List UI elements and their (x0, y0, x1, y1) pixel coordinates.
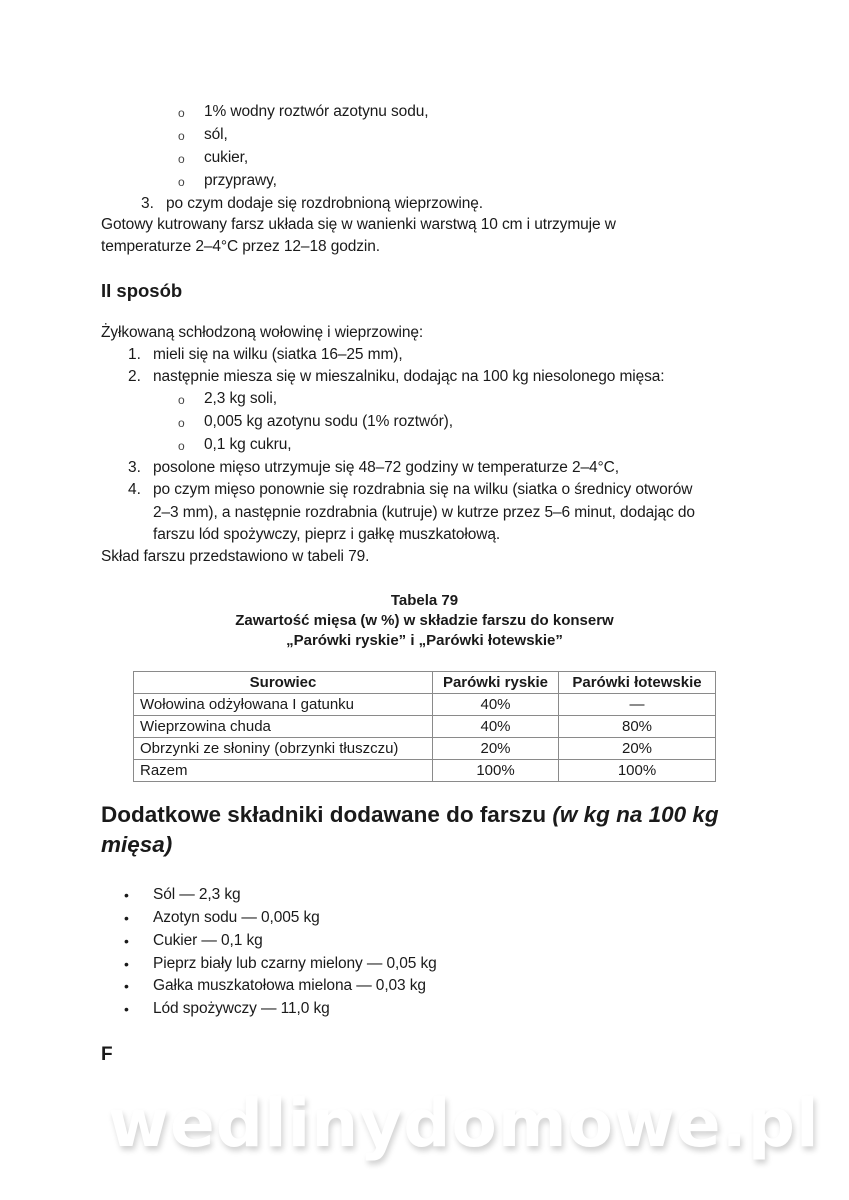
table-cell: 40% (433, 694, 559, 716)
list-item: 2,3 kg soli, (204, 390, 277, 407)
bullet-icon: • (124, 1001, 129, 1017)
list-number: 1. (128, 346, 141, 363)
table-cell: — (559, 694, 716, 716)
sub-bullet-icon: o (178, 106, 185, 120)
table-header-row (134, 672, 716, 694)
paragraph: Gotowy kutrowany farsz układa się w wanienki warstwą 10 cm i utrzymuje w (101, 216, 616, 233)
list-item: cukier, (204, 149, 249, 166)
table-row (134, 694, 716, 716)
column-header-raw-material: Surowiec (134, 672, 433, 694)
paragraph: temperaturze 2–4°C przez 12–18 godzin. (101, 238, 380, 255)
paragraph: Skład farszu przedstawiono w tabeli 79. (101, 548, 370, 565)
section-heading (101, 799, 719, 830)
list-item: posolone mięso utrzymuje się 48–72 godziny w temperaturze 2–4°C, (153, 459, 619, 476)
list-item: Sól — 2,3 kg (153, 886, 241, 903)
list-number: 3. (141, 195, 154, 212)
heading-main-text: Dodatkowe składniki dodawane do farszu (101, 802, 553, 827)
table-cell: Wołowina odżyłowana I gatunku (134, 694, 433, 716)
list-item: 1% wodny roztwór azotynu sodu, (204, 103, 429, 120)
table-row-total (134, 760, 716, 782)
heading-italic-text: mięsa) (101, 832, 173, 857)
bullet-icon: • (124, 978, 129, 994)
list-item-continuation: farszu lód spożywczy, pieprz i gałkę muszkatołową. (153, 526, 501, 543)
bullet-icon: • (124, 910, 129, 926)
list-item: przyprawy, (204, 172, 277, 189)
table-cell: 20% (559, 738, 716, 760)
table-caption-title: Zawartość mięsa (w %) w składzie farszu do konserw (235, 612, 614, 629)
list-item: mieli się na wilku (siatka 16–25 mm), (153, 346, 403, 363)
table-caption-number: Tabela 79 (390, 592, 459, 609)
bullet-icon: • (124, 887, 129, 903)
sub-bullet-icon: o (178, 393, 185, 407)
list-item: Cukier — 0,1 kg (153, 932, 263, 949)
paragraph: Żyłkowaną schłodzoną wołowinę i wieprzowinę: (101, 324, 424, 341)
list-item: po czym dodaje się rozdrobnioną wieprzowinę. (166, 195, 483, 212)
list-item: sól, (204, 126, 228, 143)
section-heading: II sposób (101, 280, 183, 301)
watermark: wedlinydomowe.pl (108, 1085, 820, 1162)
table-cell: 40% (433, 716, 559, 738)
table-cell: 100% (433, 760, 559, 782)
section-heading-continuation (101, 829, 172, 860)
table-cell: Wieprzowina chuda (134, 716, 433, 738)
table-row (134, 716, 716, 738)
list-item: Azotyn sodu — 0,005 kg (153, 909, 320, 926)
bullet-icon: • (124, 956, 129, 972)
bullet-icon: • (124, 933, 129, 949)
column-header-latvian-sausages: Parówki łotewskie (559, 672, 716, 694)
sub-bullet-icon: o (178, 416, 185, 430)
list-item: Gałka muszkatołowa mielona — 0,03 kg (153, 977, 426, 994)
list-item-continuation: 2–3 mm), a następnie rozdrabnia (kutruje) w kutrze przez 5–6 minut, dodając do (153, 504, 695, 521)
list-number: 4. (128, 481, 141, 498)
heading-italic-text: (w kg na 100 kg (552, 802, 719, 827)
list-item: po czym mięso ponownie się rozdrabnia się na wilku (siatka o średnicy otworów (153, 481, 693, 498)
sub-bullet-icon: o (178, 129, 185, 143)
table-row (134, 738, 716, 760)
list-item: 0,1 kg cukru, (204, 436, 292, 453)
table-cell: 100% (559, 760, 716, 782)
list-item: 0,005 kg azotynu sodu (1% roztwór), (204, 413, 453, 430)
sub-bullet-icon: o (178, 439, 185, 453)
partial-heading: F (101, 1044, 113, 1065)
table-caption-subtitle: „Parówki ryskie” i „Parówki łotewskie” (286, 632, 563, 649)
sub-bullet-icon: o (178, 175, 185, 189)
column-header-riga-sausages: Parówki ryskie (433, 672, 559, 694)
list-number: 2. (128, 368, 141, 385)
list-item: Pieprz biały lub czarny mielony — 0,05 kg (153, 955, 437, 972)
meat-composition-table (133, 671, 716, 782)
sub-bullet-icon: o (178, 152, 185, 166)
list-number: 3. (128, 459, 141, 476)
list-item: następnie miesza się w mieszalniku, dodając na 100 kg niesolonego mięsa: (153, 368, 665, 385)
table-cell: Obrzynki ze słoniny (obrzynki tłuszczu) (134, 738, 433, 760)
table-cell: 80% (559, 716, 716, 738)
table-cell: Razem (134, 760, 433, 782)
table-cell: 20% (433, 738, 559, 760)
list-item: Lód spożywczy — 11,0 kg (153, 1000, 330, 1017)
